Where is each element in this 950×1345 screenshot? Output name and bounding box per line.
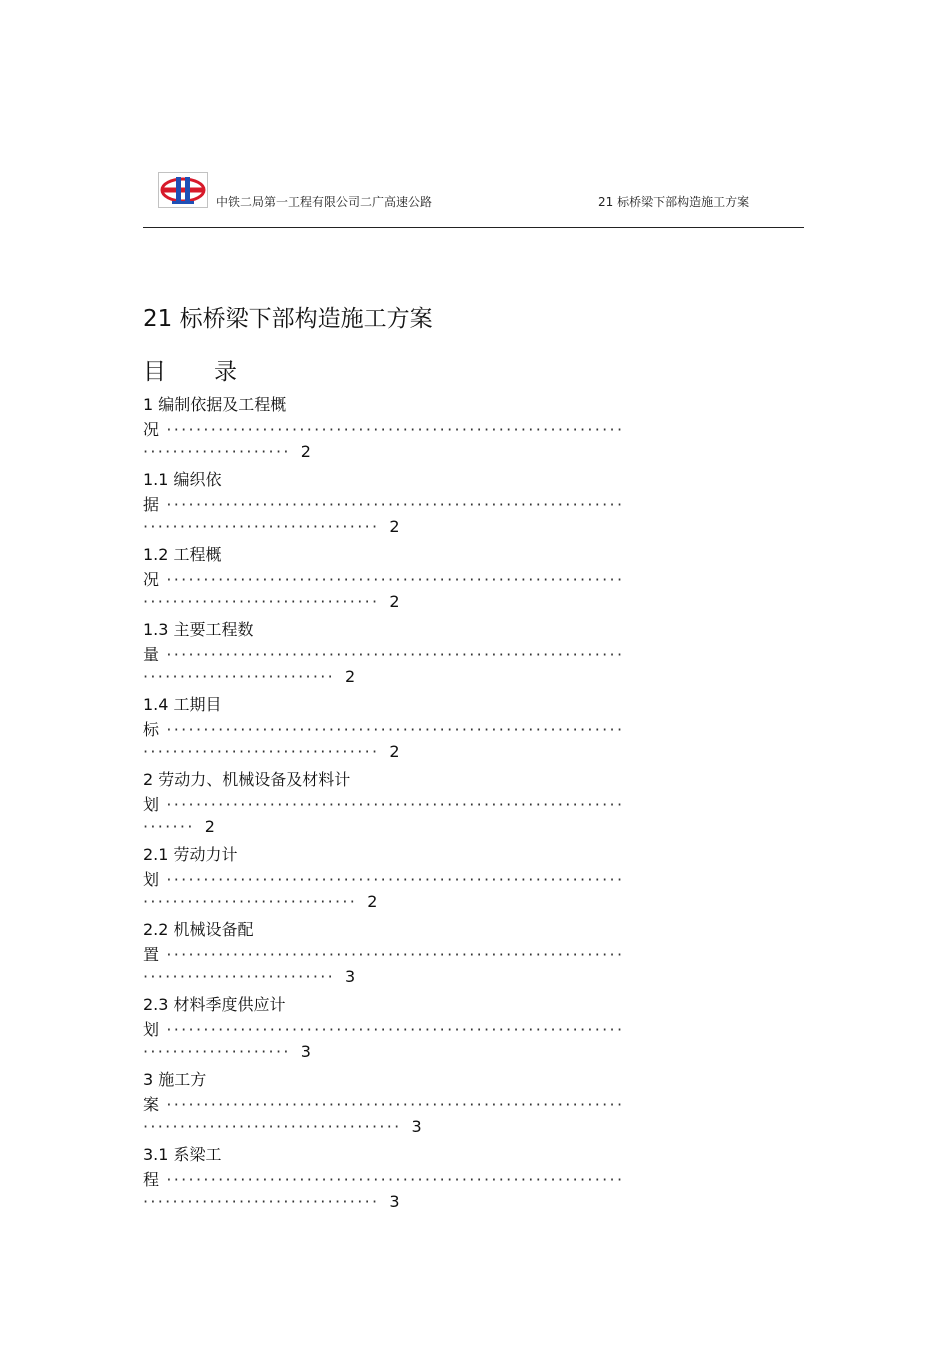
toc-entry-leader [143,1017,805,1040]
toc-entry-label: 2.2 机械设备配 [143,920,254,939]
toc-entry-tail: 况 [143,570,160,589]
toc-entry[interactable] [143,917,805,992]
toc-entry-tail: 划 [143,1020,160,1039]
toc-entry-leader [143,867,805,890]
toc-entry-leader [143,717,805,740]
leader-dots: ·························· [143,967,336,986]
toc-entry-tail: 标 [143,720,160,739]
leader-dots: ····························· [143,892,358,911]
leader-dots: ······························································ [159,870,625,889]
toc-entry-page-number: 2 [204,817,215,836]
leader-dots: ··································· [143,1117,402,1136]
toc-entry-page-line [143,1042,311,1061]
toc-entry[interactable] [143,692,805,767]
toc-entry-page-number: 2 [300,442,311,461]
header-divider [143,227,804,228]
toc-entry-page-line [143,667,355,686]
toc-entry-tail: 量 [143,645,160,664]
toc-entry[interactable] [143,542,805,617]
leader-dots: ································ [143,592,380,611]
leader-dots: ······························································ [159,420,625,439]
toc-entry-leader [143,417,805,440]
toc-entry-tail: 置 [143,945,160,964]
company-logo-icon [158,172,208,208]
toc-entry-label: 2.3 材料季度供应计 [143,995,286,1014]
toc-entry[interactable] [143,1142,805,1217]
leader-dots: ······························································ [159,1170,625,1189]
toc-entry-leader [143,792,805,815]
toc-entry-page-number: 2 [389,592,400,611]
toc-entry-label: 1.2 工程概 [143,545,222,564]
leader-dots: ································ [143,1192,380,1211]
toc-entry-leader [143,492,805,515]
toc-entry-label: 1.1 编织依 [143,470,222,489]
toc-entry[interactable] [143,617,805,692]
toc-entry-page-line [143,742,400,761]
toc-entry-label: 1 编制依据及工程概 [143,395,287,414]
toc-entry[interactable] [143,992,805,1067]
toc-entry-leader [143,1167,805,1190]
toc-entry-tail: 据 [143,495,160,514]
toc-entry-label: 2 劳动力、机械设备及材料计 [143,770,351,789]
toc-entry-label: 3 施工方 [143,1070,207,1089]
leader-dots: ······· [143,817,195,836]
toc-entry-page-number: 2 [367,892,378,911]
toc-entry[interactable] [143,392,805,467]
toc-entry-tail: 划 [143,795,160,814]
toc-entry-label: 1.3 主要工程数 [143,620,254,639]
leader-dots: ······························································ [159,720,625,739]
toc-entry[interactable] [143,467,805,542]
toc-entry-page-number: 2 [389,517,400,536]
toc-entry-leader [143,1092,805,1115]
toc-entry-label: 3.1 系梁工 [143,1145,222,1164]
page-header [158,172,804,212]
toc-entry-page-line [143,817,215,836]
leader-dots: ······························································ [159,1095,625,1114]
toc-entry-page-line [143,1117,422,1136]
toc-entry-page-number: 3 [389,1192,400,1211]
leader-dots: ·························· [143,667,336,686]
toc-entry[interactable] [143,767,805,842]
toc-entry-page-number: 2 [345,667,356,686]
toc-entry-page-line [143,967,355,986]
toc-entry-page-line [143,592,400,611]
leader-dots: ······························································ [159,795,625,814]
toc-entry-tail: 况 [143,420,160,439]
toc-entry-leader [143,642,805,665]
toc-entry-label: 2.1 劳动力计 [143,845,238,864]
toc-entry-tail: 程 [143,1170,160,1189]
header-doc-name: 21 标桥梁下部构造施工方案 [598,195,750,209]
toc-entry-tail: 案 [143,1095,160,1114]
toc-entry-page-line [143,1192,400,1211]
table-of-contents [143,392,805,1217]
leader-dots: ······························································ [159,645,625,664]
leader-dots: ································ [143,517,380,536]
leader-dots: ······························································ [159,1020,625,1039]
document-title: 21 标桥梁下部构造施工方案 [143,306,433,332]
toc-entry-leader [143,942,805,965]
toc-entry[interactable] [143,1067,805,1142]
toc-entry-page-number: 3 [345,967,356,986]
toc-entry-page-number: 3 [411,1117,422,1136]
toc-entry-page-line [143,517,400,536]
toc-entry-page-line [143,442,311,461]
toc-entry[interactable] [143,842,805,917]
leader-dots: ······························································ [159,570,625,589]
toc-entry-tail: 划 [143,870,160,889]
toc-heading-part2: 录 [214,359,237,385]
header-company: 中铁二局第一工程有限公司二广高速公路 [216,195,433,209]
leader-dots: ···················· [143,1042,291,1061]
toc-entry-page-line [143,892,377,911]
leader-dots: ···················· [143,442,291,461]
toc-entry-leader [143,567,805,590]
toc-entry-page-number: 3 [300,1042,311,1061]
leader-dots: ······························································ [159,945,625,964]
leader-dots: ······························································ [159,495,625,514]
toc-entry-label: 1.4 工期目 [143,695,222,714]
toc-heading-part1: 目 [143,359,166,385]
leader-dots: ································ [143,742,380,761]
toc-heading [143,353,237,386]
toc-entry-page-number: 2 [389,742,400,761]
